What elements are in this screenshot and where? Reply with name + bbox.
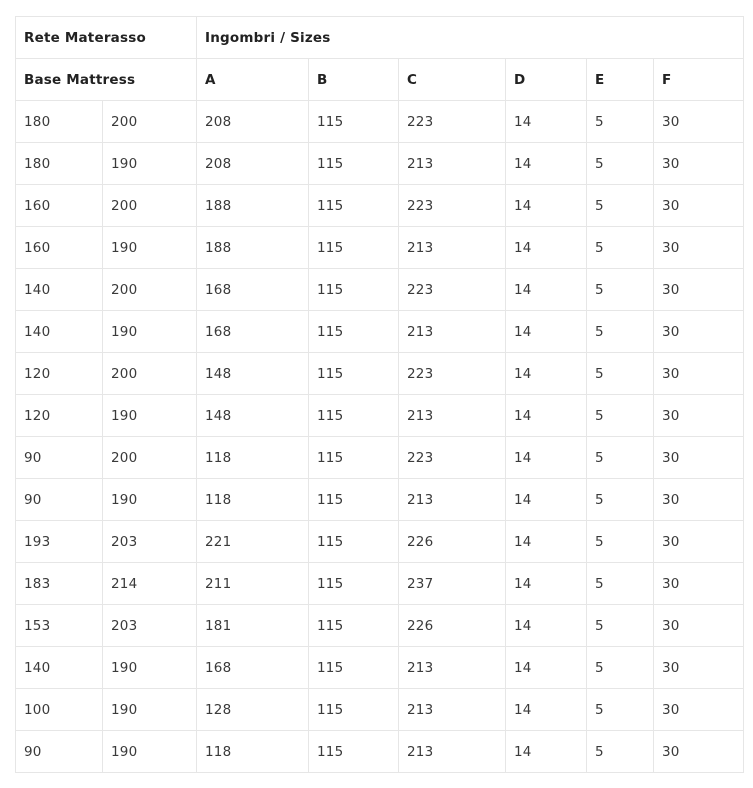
cell-size-d: 14 — [506, 521, 587, 563]
cell-size-f: 30 — [654, 311, 744, 353]
cell-base-length: 200 — [103, 185, 197, 227]
cell-size-d: 14 — [506, 647, 587, 689]
cell-size-f: 30 — [654, 101, 744, 143]
cell-size-c: 213 — [399, 647, 506, 689]
cell-base-width: 153 — [16, 605, 103, 647]
cell-size-c: 223 — [399, 353, 506, 395]
cell-size-d: 14 — [506, 101, 587, 143]
cell-size-c: 226 — [399, 605, 506, 647]
cell-size-f: 30 — [654, 143, 744, 185]
cell-size-d: 14 — [506, 143, 587, 185]
cell-size-e: 5 — [587, 563, 654, 605]
cell-base-length: 214 — [103, 563, 197, 605]
table-row — [16, 479, 744, 521]
cell-size-c: 213 — [399, 143, 506, 185]
cell-size-d: 14 — [506, 269, 587, 311]
cell-base-width: 160 — [16, 227, 103, 269]
cell-size-b: 115 — [309, 269, 399, 311]
cell-size-d: 14 — [506, 227, 587, 269]
table-row — [16, 353, 744, 395]
table-row — [16, 521, 744, 563]
cell-base-width: 160 — [16, 185, 103, 227]
cell-size-b: 115 — [309, 101, 399, 143]
cell-base-length: 190 — [103, 647, 197, 689]
cell-size-f: 30 — [654, 395, 744, 437]
cell-base-width: 90 — [16, 437, 103, 479]
cell-size-d: 14 — [506, 731, 587, 773]
cell-size-e: 5 — [587, 269, 654, 311]
cell-base-length: 190 — [103, 395, 197, 437]
cell-size-a: 118 — [197, 479, 309, 521]
cell-size-c: 213 — [399, 479, 506, 521]
cell-size-a: 208 — [197, 101, 309, 143]
cell-base-length: 190 — [103, 227, 197, 269]
cell-size-b: 115 — [309, 311, 399, 353]
cell-size-f: 30 — [654, 479, 744, 521]
cell-size-f: 30 — [654, 605, 744, 647]
cell-base-width: 90 — [16, 479, 103, 521]
header-base-mattress: Base Mattress — [16, 59, 197, 101]
cell-size-c: 213 — [399, 395, 506, 437]
cell-size-e: 5 — [587, 227, 654, 269]
cell-size-e: 5 — [587, 185, 654, 227]
cell-size-b: 115 — [309, 605, 399, 647]
header-sizes-group: Ingombri / Sizes — [197, 17, 744, 59]
cell-base-width: 120 — [16, 395, 103, 437]
table-row — [16, 605, 744, 647]
cell-size-c: 213 — [399, 227, 506, 269]
cell-size-e: 5 — [587, 395, 654, 437]
table-row — [16, 269, 744, 311]
cell-size-b: 115 — [309, 395, 399, 437]
cell-base-length: 190 — [103, 143, 197, 185]
cell-size-d: 14 — [506, 605, 587, 647]
cell-size-b: 115 — [309, 353, 399, 395]
cell-size-f: 30 — [654, 521, 744, 563]
cell-size-b: 115 — [309, 185, 399, 227]
cell-base-width: 193 — [16, 521, 103, 563]
cell-size-e: 5 — [587, 479, 654, 521]
cell-size-f: 30 — [654, 227, 744, 269]
cell-base-length: 200 — [103, 437, 197, 479]
cell-base-length: 200 — [103, 269, 197, 311]
cell-base-length: 190 — [103, 689, 197, 731]
cell-size-c: 223 — [399, 185, 506, 227]
cell-size-d: 14 — [506, 185, 587, 227]
table-row — [16, 437, 744, 479]
cell-size-a: 118 — [197, 731, 309, 773]
cell-size-b: 115 — [309, 479, 399, 521]
cell-base-width: 140 — [16, 647, 103, 689]
cell-size-e: 5 — [587, 731, 654, 773]
cell-size-d: 14 — [506, 311, 587, 353]
cell-size-e: 5 — [587, 311, 654, 353]
header-col-f: F — [654, 59, 744, 101]
cell-base-length: 203 — [103, 605, 197, 647]
cell-size-c: 223 — [399, 101, 506, 143]
cell-size-a: 211 — [197, 563, 309, 605]
cell-size-d: 14 — [506, 353, 587, 395]
cell-size-a: 168 — [197, 647, 309, 689]
cell-size-b: 115 — [309, 437, 399, 479]
cell-size-e: 5 — [587, 647, 654, 689]
table-row — [16, 563, 744, 605]
cell-base-width: 180 — [16, 101, 103, 143]
cell-size-d: 14 — [506, 689, 587, 731]
table-row — [16, 647, 744, 689]
cell-size-a: 168 — [197, 269, 309, 311]
sizes-table — [15, 16, 744, 773]
cell-size-e: 5 — [587, 437, 654, 479]
cell-size-c: 213 — [399, 731, 506, 773]
cell-size-c: 213 — [399, 311, 506, 353]
cell-size-c: 237 — [399, 563, 506, 605]
cell-base-length: 190 — [103, 479, 197, 521]
cell-size-f: 30 — [654, 563, 744, 605]
header-base-group: Rete Materasso — [16, 17, 197, 59]
cell-size-b: 115 — [309, 227, 399, 269]
cell-size-a: 128 — [197, 689, 309, 731]
table-row — [16, 101, 744, 143]
header-row-group — [16, 17, 744, 59]
cell-size-d: 14 — [506, 479, 587, 521]
cell-base-width: 100 — [16, 689, 103, 731]
cell-size-e: 5 — [587, 605, 654, 647]
header-col-e: E — [587, 59, 654, 101]
cell-size-e: 5 — [587, 101, 654, 143]
cell-size-b: 115 — [309, 143, 399, 185]
cell-size-e: 5 — [587, 143, 654, 185]
header-col-c: C — [399, 59, 506, 101]
header-col-d: D — [506, 59, 587, 101]
cell-size-c: 223 — [399, 437, 506, 479]
cell-size-c: 213 — [399, 689, 506, 731]
cell-size-a: 221 — [197, 521, 309, 563]
header-col-b: B — [309, 59, 399, 101]
table-row — [16, 689, 744, 731]
cell-size-f: 30 — [654, 731, 744, 773]
cell-size-c: 226 — [399, 521, 506, 563]
table-row — [16, 395, 744, 437]
cell-base-width: 140 — [16, 269, 103, 311]
cell-size-d: 14 — [506, 395, 587, 437]
cell-size-f: 30 — [654, 353, 744, 395]
cell-size-d: 14 — [506, 563, 587, 605]
cell-size-a: 118 — [197, 437, 309, 479]
cell-base-length: 200 — [103, 101, 197, 143]
cell-size-f: 30 — [654, 269, 744, 311]
cell-size-a: 188 — [197, 227, 309, 269]
cell-size-a: 148 — [197, 353, 309, 395]
cell-size-e: 5 — [587, 689, 654, 731]
cell-size-a: 188 — [197, 185, 309, 227]
cell-base-length: 200 — [103, 353, 197, 395]
table-row — [16, 731, 744, 773]
table-row — [16, 143, 744, 185]
cell-size-f: 30 — [654, 689, 744, 731]
cell-base-width: 140 — [16, 311, 103, 353]
cell-base-length: 190 — [103, 731, 197, 773]
cell-base-width: 120 — [16, 353, 103, 395]
cell-base-length: 203 — [103, 521, 197, 563]
cell-size-a: 148 — [197, 395, 309, 437]
cell-base-width: 180 — [16, 143, 103, 185]
cell-size-f: 30 — [654, 185, 744, 227]
cell-size-b: 115 — [309, 521, 399, 563]
cell-size-e: 5 — [587, 521, 654, 563]
cell-size-b: 115 — [309, 647, 399, 689]
cell-size-a: 181 — [197, 605, 309, 647]
cell-size-c: 223 — [399, 269, 506, 311]
cell-base-width: 183 — [16, 563, 103, 605]
cell-size-b: 115 — [309, 689, 399, 731]
header-col-a: A — [197, 59, 309, 101]
cell-size-a: 208 — [197, 143, 309, 185]
cell-size-b: 115 — [309, 731, 399, 773]
cell-size-b: 115 — [309, 563, 399, 605]
cell-size-a: 168 — [197, 311, 309, 353]
cell-size-e: 5 — [587, 353, 654, 395]
header-row-columns — [16, 59, 744, 101]
table-row — [16, 227, 744, 269]
table-row — [16, 185, 744, 227]
cell-size-f: 30 — [654, 437, 744, 479]
cell-size-f: 30 — [654, 647, 744, 689]
cell-size-d: 14 — [506, 437, 587, 479]
table-row — [16, 311, 744, 353]
cell-base-width: 90 — [16, 731, 103, 773]
cell-base-length: 190 — [103, 311, 197, 353]
